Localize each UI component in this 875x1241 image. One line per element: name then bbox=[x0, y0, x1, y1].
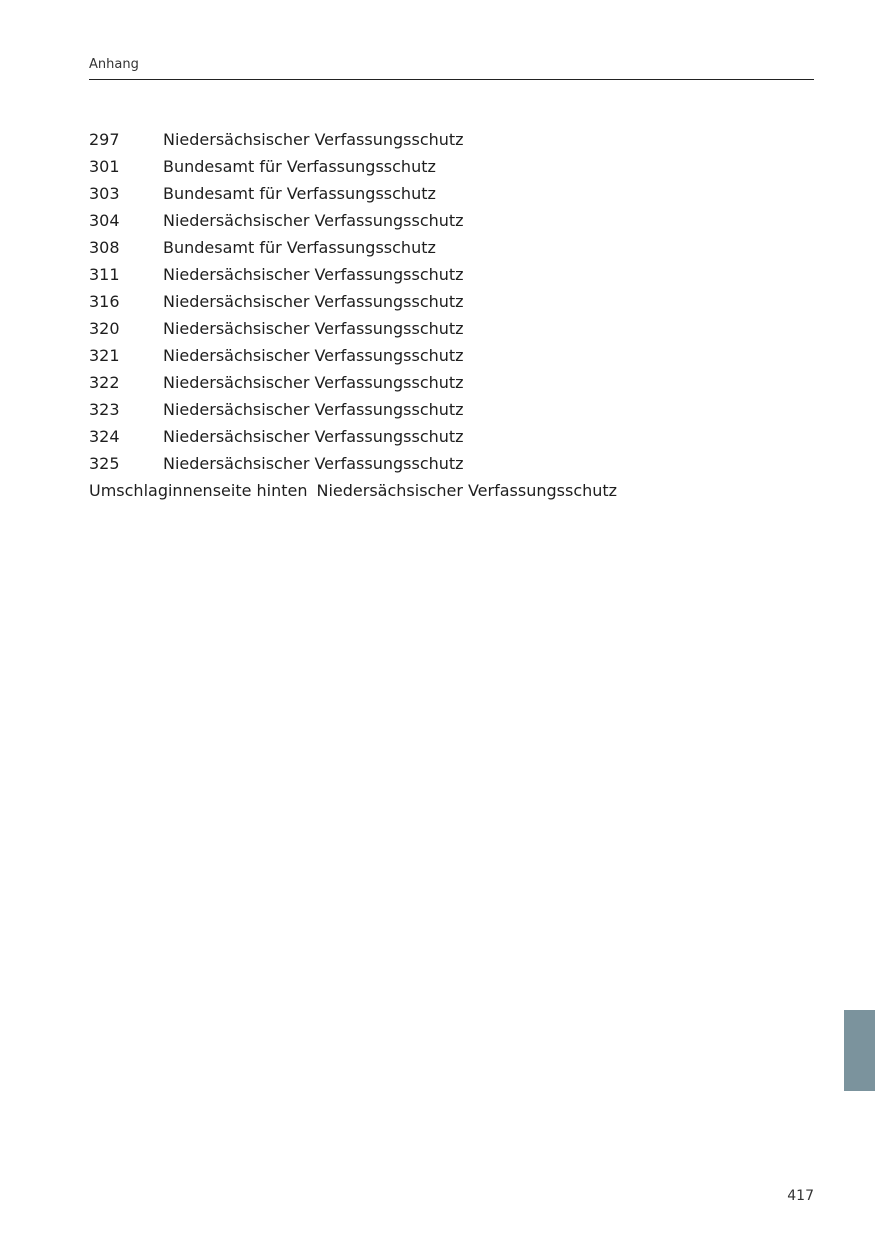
running-head: Anhang bbox=[89, 57, 139, 72]
list-item bbox=[89, 342, 814, 369]
credit-source: Niedersächsischer Verfassungsschutz bbox=[163, 130, 464, 149]
list-item bbox=[89, 126, 814, 153]
credit-source: Niedersächsischer Verfassungsschutz bbox=[163, 211, 464, 230]
credit-page-number: 323 bbox=[89, 400, 120, 419]
credit-page-number: 303 bbox=[89, 184, 120, 203]
credit-source: Niedersächsischer Verfassungsschutz bbox=[163, 373, 464, 392]
list-item bbox=[89, 261, 814, 288]
credit-source: Niedersächsischer Verfassungsschutz bbox=[316, 481, 618, 500]
credit-page-number: 311 bbox=[89, 265, 120, 284]
credit-source: Bundesamt für Verfassungsschutz bbox=[163, 184, 436, 203]
section-thumb-tab bbox=[844, 1010, 875, 1091]
list-item bbox=[89, 477, 814, 504]
credit-source: Niedersächsischer Verfassungsschutz bbox=[163, 427, 464, 446]
credit-page-number: 308 bbox=[89, 238, 120, 257]
list-item bbox=[89, 396, 814, 423]
list-item bbox=[89, 369, 814, 396]
credit-source: Bundesamt für Verfassungsschutz bbox=[163, 157, 436, 176]
credit-page-number: 320 bbox=[89, 319, 120, 338]
credit-source: Bundesamt für Verfassungsschutz bbox=[163, 238, 436, 257]
credit-page-number: 304 bbox=[89, 211, 120, 230]
page-number: 417 bbox=[787, 1188, 814, 1204]
list-item bbox=[89, 315, 814, 342]
list-item bbox=[89, 450, 814, 477]
credit-source: Niedersächsischer Verfassungsschutz bbox=[163, 265, 464, 284]
credit-page-number: 316 bbox=[89, 292, 120, 311]
credit-source: Niedersächsischer Verfassungsschutz bbox=[163, 346, 464, 365]
credit-source: Niedersächsischer Verfassungsschutz bbox=[163, 319, 464, 338]
list-item bbox=[89, 153, 814, 180]
list-item bbox=[89, 207, 814, 234]
credit-page-number: 301 bbox=[89, 157, 120, 176]
credit-source: Niedersächsischer Verfassungsschutz bbox=[163, 292, 464, 311]
credit-page-number: 325 bbox=[89, 454, 120, 473]
credit-page-number: 297 bbox=[89, 130, 120, 149]
credit-page-number: Umschlaginnenseite hinten bbox=[89, 481, 308, 500]
list-item bbox=[89, 234, 814, 261]
header-rule bbox=[89, 79, 814, 80]
list-item bbox=[89, 288, 814, 315]
credit-page-number: 322 bbox=[89, 373, 120, 392]
image-credits-list bbox=[89, 126, 814, 504]
list-item bbox=[89, 180, 814, 207]
credit-source: Niedersächsischer Verfassungsschutz bbox=[163, 400, 464, 419]
list-item bbox=[89, 423, 814, 450]
credit-page-number: 321 bbox=[89, 346, 120, 365]
credit-page-number: 324 bbox=[89, 427, 120, 446]
credit-source: Niedersächsischer Verfassungsschutz bbox=[163, 454, 464, 473]
